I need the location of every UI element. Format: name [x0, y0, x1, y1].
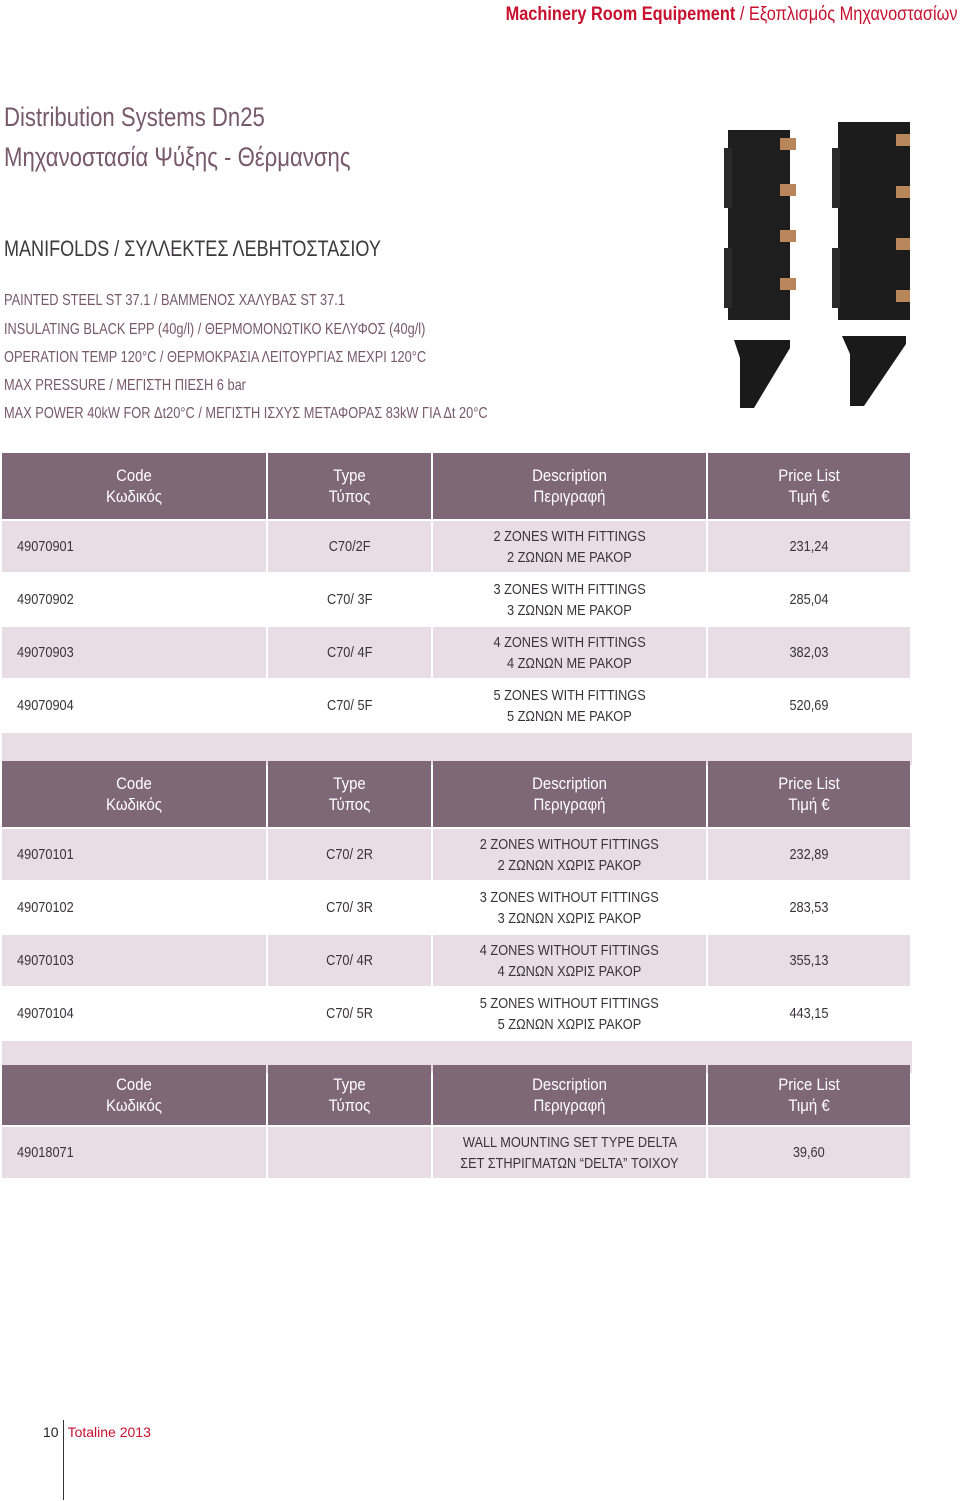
- spec-line: MAX POWER 40kW FOR Δt20°C / ΜΕΓΙΣΤΗ ΙΣΧΥΣ ΜΕΤΑΦΟΡΑΣ 83kW ΓΙΑ Δt 20°C: [4, 405, 488, 422]
- price-table-wall-mounting: [2, 1065, 912, 1178]
- header-price: Price List Τιμή €: [708, 761, 910, 827]
- cell-type: C70/ 4F: [268, 627, 431, 678]
- cell-description: 2 ZONES WITHOUT FITTINGS 2 ΖΩΝΩΝ ΧΩΡΙΣ ΡΑΚΟΡ: [433, 829, 706, 880]
- cell-description: 5 ZONES WITH FITTINGS 5 ΖΩΝΩΝ ΜΕ ΡΑΚΟΡ: [493, 686, 646, 725]
- table-row: [2, 1127, 912, 1178]
- cell-code: 49070902: [17, 591, 74, 608]
- header-type: Type Τύπος: [268, 1065, 431, 1125]
- cell-description: 3 ZONES WITH FITTINGS 3 ΖΩΝΩΝ ΜΕ ΡΑΚΟΡ: [493, 580, 646, 619]
- page-footer: [43, 1424, 151, 1440]
- header-description: Description Περιγραφή: [433, 761, 706, 827]
- table-row: [2, 627, 912, 678]
- table-row: [2, 988, 912, 1039]
- cell-code: 49070103: [2, 935, 266, 986]
- section-subtitle: MANIFOLDS / ΣΥΛΛΕΚΤΕΣ ΛΕΒΗΤΟΣΤΑΣΙΟΥ: [4, 236, 381, 261]
- cell-price: 231,24: [708, 521, 910, 572]
- cell-description: WALL MOUNTING SET TYPE DELTA ΣΕΤ ΣΤΗΡΙΓΜΑΤΩΝ “DELTA” ΤΟΙΧΟΥ: [433, 1127, 706, 1178]
- cell-code: 49070901: [2, 521, 266, 572]
- table-row: [2, 574, 912, 625]
- header-type: Type Τύπος: [268, 453, 431, 519]
- cell-type: C70/ 5F: [326, 697, 373, 714]
- spec-line: INSULATING BLACK EPP (40g/l) / ΘΕΡΜΟΜΟΝΩΤΙΚΟ ΚΕΛΥΦΟΣ (40g/l): [4, 321, 426, 338]
- page-header: [506, 4, 958, 26]
- page-number: 10: [43, 1424, 59, 1440]
- cell-price: 232,89: [708, 829, 910, 880]
- cell-description: 4 ZONES WITH FITTINGS 4 ΖΩΝΩΝ ΜΕ ΡΑΚΟΡ: [433, 627, 706, 678]
- header-code: Code Κωδικός: [2, 1065, 266, 1125]
- cell-code: 49018071: [2, 1127, 266, 1178]
- cell-price: 283,53: [789, 899, 829, 916]
- spec-line: PAINTED STEEL ST 37.1 / ΒΑΜΜΕΝΟΣ ΧΑΛΥΒΑΣ ST 37.1: [4, 292, 345, 309]
- header-section-gr: Εξοπλισμός Μηχανοστασίων: [749, 4, 958, 25]
- cell-price: 285,04: [789, 591, 829, 608]
- table-row: [2, 829, 912, 880]
- header-separator: /: [735, 4, 750, 25]
- table-row: [2, 882, 912, 933]
- page-title: Distribution Systems Dn25: [4, 102, 265, 132]
- cell-description: 2 ZONES WITH FITTINGS 2 ΖΩΝΩΝ ΜΕ ΡΑΚΟΡ: [433, 521, 706, 572]
- manifold-product-image: [720, 118, 920, 418]
- cell-price: 355,13: [708, 935, 910, 986]
- header-price: Price List Τιμή €: [708, 1065, 910, 1125]
- cell-type: C70/ 2R: [268, 829, 431, 880]
- cell-code: 49070903: [2, 627, 266, 678]
- table-row: [2, 935, 912, 986]
- header-section-en: Machinery Room Equipement: [506, 4, 736, 25]
- header-description: Description Περιγραφή: [433, 453, 706, 519]
- spec-line: OPERATION TEMP 120°C / ΘΕΡΜΟΚΡΑΣΙΑ ΛΕΙΤΟΥΡΓΙΑΣ ΜΕΧΡΙ 120°C: [4, 349, 427, 366]
- table-header-row: [2, 1065, 912, 1125]
- cell-price: 39,60: [708, 1127, 910, 1178]
- cell-type: C70/2F: [268, 521, 431, 572]
- table-row: [2, 521, 912, 572]
- spec-line: MAX PRESSURE / ΜΕΓΙΣΤΗ ΠΙΕΣΗ 6 bar: [4, 377, 246, 394]
- price-table-with-fittings: [2, 453, 912, 765]
- cell-type: [268, 1127, 431, 1178]
- table-header-row: [2, 761, 912, 827]
- cell-description: 4 ZONES WITHOUT FITTINGS 4 ΖΩΝΩΝ ΧΩΡΙΣ ΡΑΚΟΡ: [433, 935, 706, 986]
- header-price: Price List Τιμή €: [708, 453, 910, 519]
- header-code: Code Κωδικός: [2, 453, 266, 519]
- cell-type: C70/ 3F: [326, 591, 373, 608]
- cell-description: 5 ZONES WITHOUT FITTINGS 5 ΖΩΝΩΝ ΧΩΡΙΣ ΡΑΚΟΡ: [480, 994, 659, 1033]
- page-title-greek: Μηχανοστασία Ψύξης - Θέρμανσης: [4, 142, 351, 172]
- catalog-name: Totaline 2013: [67, 1424, 151, 1440]
- cell-price: 382,03: [708, 627, 910, 678]
- header-description: Description Περιγραφή: [433, 1065, 706, 1125]
- price-table-without-fittings: [2, 761, 912, 1073]
- cell-code: 49070104: [17, 1005, 74, 1022]
- cell-type: C70/ 3R: [326, 899, 373, 916]
- cell-code: 49070904: [17, 697, 74, 714]
- cell-description: 3 ZONES WITHOUT FITTINGS 3 ΖΩΝΩΝ ΧΩΡΙΣ ΡΑΚΟΡ: [480, 888, 659, 927]
- cell-price: 520,69: [789, 697, 829, 714]
- header-code: Code Κωδικός: [2, 761, 266, 827]
- cell-price: 443,15: [789, 1005, 829, 1022]
- header-type: Type Τύπος: [268, 761, 431, 827]
- table-row: [2, 680, 912, 731]
- cell-type: C70/ 4R: [268, 935, 431, 986]
- cell-type: C70/ 5R: [326, 1005, 373, 1022]
- cell-code: 49070101: [2, 829, 266, 880]
- table-header-row: [2, 453, 912, 519]
- cell-code: 49070102: [17, 899, 74, 916]
